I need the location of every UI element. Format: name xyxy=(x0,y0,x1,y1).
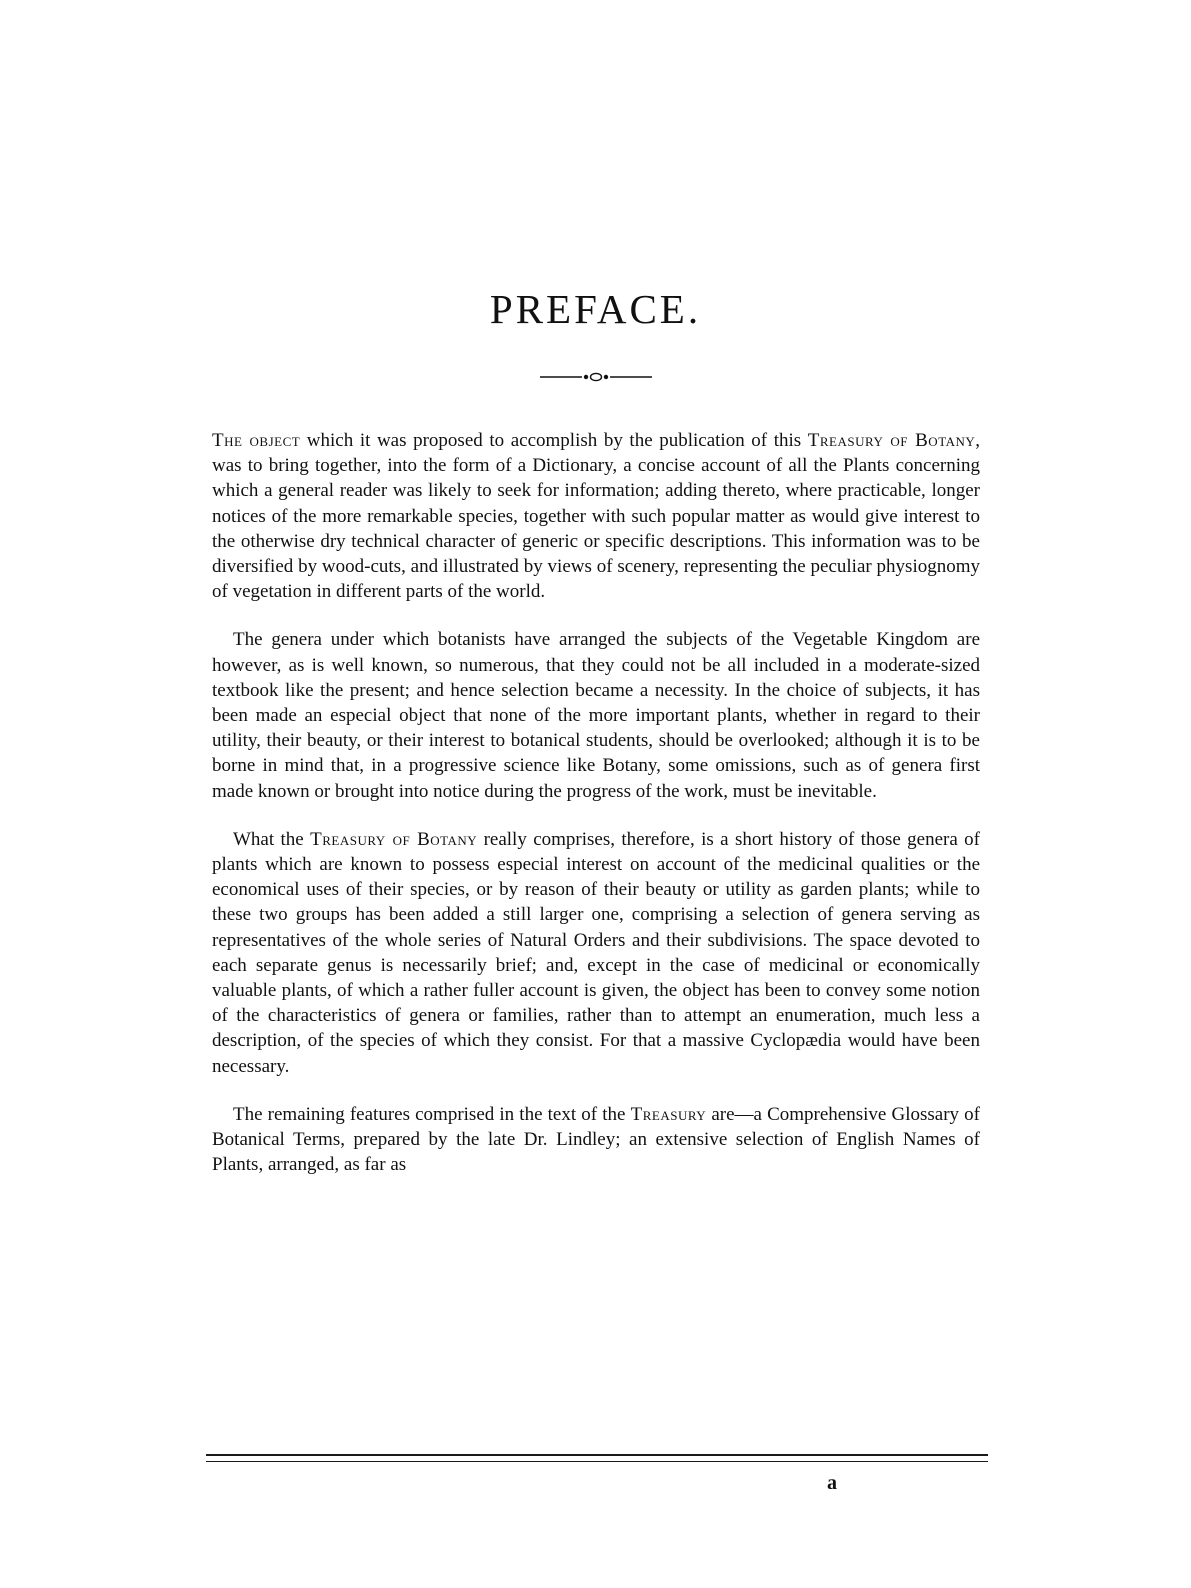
paragraph-text: really comprises, therefore, is a short history of those genera of plants which are known to possess especial interest on account of the medicinal qualities or the economical uses of their species, or by reason of their beauty or utility as garden plants; while to these two groups has been added a still larger one, comprising a selection of genera serving as representatives of the whole series of Natural Orders and their subdivisions. The space devoted to each separate genus is necessarily brief; and, except in the case of medicinal or economically valuable plants, of which a rather fuller account is given, the object has been to convey some notion of the characteristics of genera or families, rather than to attempt an enumeration, much less a description, of the species of which they consist. For that a massive Cyclopædia would have been necessary. xyxy=(212,828,981,1077)
paragraph-text: which it was proposed to accomplish by the publication of this xyxy=(300,430,808,451)
paragraph-1 xyxy=(212,428,980,604)
book-title-small-caps: Treasury of Botany xyxy=(310,828,478,850)
paragraph-4 xyxy=(212,1102,980,1178)
lead-small-caps: The object xyxy=(212,430,301,451)
book-title-small-caps: Treasury of Botany xyxy=(807,430,976,451)
paragraph-text: , was to bring together, into the form of a Dictionary, a concise account of all the Plants concerning which a general reader was likely to seek for information; adding thereto, where practicable, longer notices of the more remarkable species, together with such popular matter as would give interest to the otherwise dry technical character of generic or specific descriptions. This information was to be diversified by wood-cuts, and illustrated by views of scenery, representing the peculiar physiognomy of vegetation in different parts of the world. xyxy=(212,430,981,603)
book-title-small-caps: Treasury xyxy=(630,1103,707,1125)
preface-body xyxy=(212,428,980,1177)
paragraph-text: What the xyxy=(233,828,311,850)
signature-mark: a xyxy=(827,1472,837,1494)
divider-ornament-icon xyxy=(540,370,652,384)
paragraph-3 xyxy=(212,827,980,1079)
footer-rule-thick xyxy=(206,1454,988,1456)
paragraph-text: are—a Comprehensive Glossary of Botanical Terms, prepared by the late Dr. Lindley; an extensive selection of English Names of Plants, arranged, as far as xyxy=(212,1103,980,1176)
footer-rule-thin xyxy=(206,1461,988,1462)
paragraph-text: The remaining features comprised in the text of the xyxy=(233,1103,631,1125)
paragraph-2 xyxy=(212,627,980,803)
paragraph-text: The genera under which botanists have arranged the subjects of the Vegetable Kingdom are however, as is well known, so numerous, that they could not be all included in a moderate-sized textbook like the present; and hence selection became a necessity. In the choice of subjects, it has been made an especial object that none of the more important plants, whether in regard to their utility, their beauty, or their interest to botanical students, should be overlooked; although it is to be borne in mind that, in a progressive science like Botany, some omissions, such as of genera first made known or brought into notice during the progress of the work, must be inevitable. xyxy=(212,629,980,802)
page-title: PREFACE. xyxy=(489,286,702,332)
